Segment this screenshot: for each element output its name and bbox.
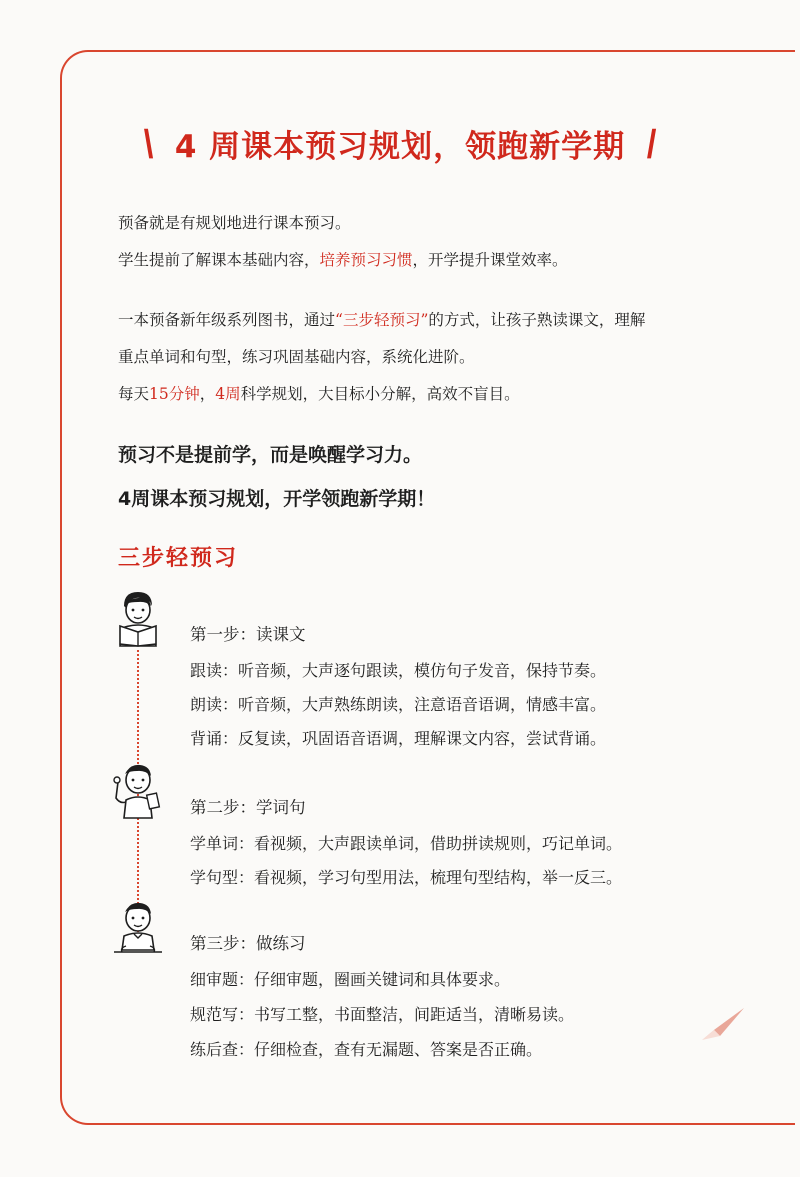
- intro-line-2-highlight: 培养预习习惯: [319, 251, 413, 269]
- intro-para3: [118, 382, 520, 404]
- para3-highlight-weeks: 4周: [215, 385, 241, 403]
- slogan-line-2: 4周课本预习规划，开学领跑新学期！: [118, 488, 436, 510]
- title-left-mark: \: [138, 122, 158, 164]
- step-3-item-2: 规范写：书写工整，书面整洁，间距适当，清晰易读。: [190, 1005, 575, 1024]
- para2-line-1-pre: 一本预备新年级系列图书，通过: [118, 311, 336, 329]
- intro-para2-line-2: [118, 345, 475, 367]
- para3-highlight-minutes: 15分钟: [149, 385, 200, 403]
- step-3-item-1: 细审题：仔细审题，圈画关键词和具体要求。: [190, 970, 511, 989]
- intro-para2-line-1: [118, 308, 645, 330]
- step-2-item-1: 学单词：看视频，大声跟读单词，借助拼读规则，巧记单词。: [190, 834, 623, 853]
- para3-pre: 每天: [118, 385, 150, 403]
- step-3-heading: 第三步：做练习: [190, 934, 306, 953]
- para2-line-2-text: 重点单词和句型，练习巩固基础内容，系统化进阶。: [118, 348, 475, 366]
- boy-reading-icon: [112, 588, 164, 652]
- paper-plane-icon: [700, 1006, 746, 1046]
- para2-line-1-highlight: “三步轻预习”: [335, 311, 429, 329]
- step-1-item-3: 背诵：反复读，巩固语音语调，理解课文内容，尝试背诵。: [190, 729, 607, 748]
- section-title: 三步轻预习: [118, 546, 239, 571]
- para3-post: 科学规划，大目标小分解，高效不盲目。: [240, 385, 520, 403]
- step-2-item-2: 学句型：看视频，学习句型用法，梳理句型结构，举一反三。: [190, 868, 623, 887]
- para3-mid: ，: [199, 385, 216, 403]
- intro-line-2-pre: 学生提前了解课本基础内容，: [118, 251, 320, 269]
- para2-line-1-post: 的方式，让孩子熟读课文，理解: [428, 311, 646, 329]
- boy-writing-icon: [112, 898, 164, 964]
- intro-line-2-post: ，开学提升课堂效率。: [412, 251, 568, 269]
- title-right-mark: /: [642, 122, 662, 164]
- intro-line-2: [118, 248, 568, 270]
- step-1-item-2: 朗读：听音频，大声熟练朗读，注意语音语调，情感丰富。: [190, 695, 607, 714]
- page-title: 4 周课本预习规划，领跑新学期: [174, 128, 626, 165]
- slogan-line-1: 预习不是提前学，而是唤醒学习力。: [118, 444, 423, 466]
- boy-thinking-icon: [106, 758, 166, 824]
- step-2-heading: 第二步：学词句: [190, 798, 306, 817]
- intro-line-1: [118, 211, 351, 233]
- title-row: [0, 118, 800, 168]
- intro-line-1-text: 预备就是有规划地进行课本预习。: [118, 214, 351, 232]
- step-1-item-1: 跟读：听音频，大声逐句跟读，模仿句子发音，保持节奏。: [190, 661, 607, 680]
- step-3-item-3: 练后查：仔细检查，查有无漏题、答案是否正确。: [190, 1040, 543, 1059]
- step-1-heading: 第一步：读课文: [190, 625, 306, 644]
